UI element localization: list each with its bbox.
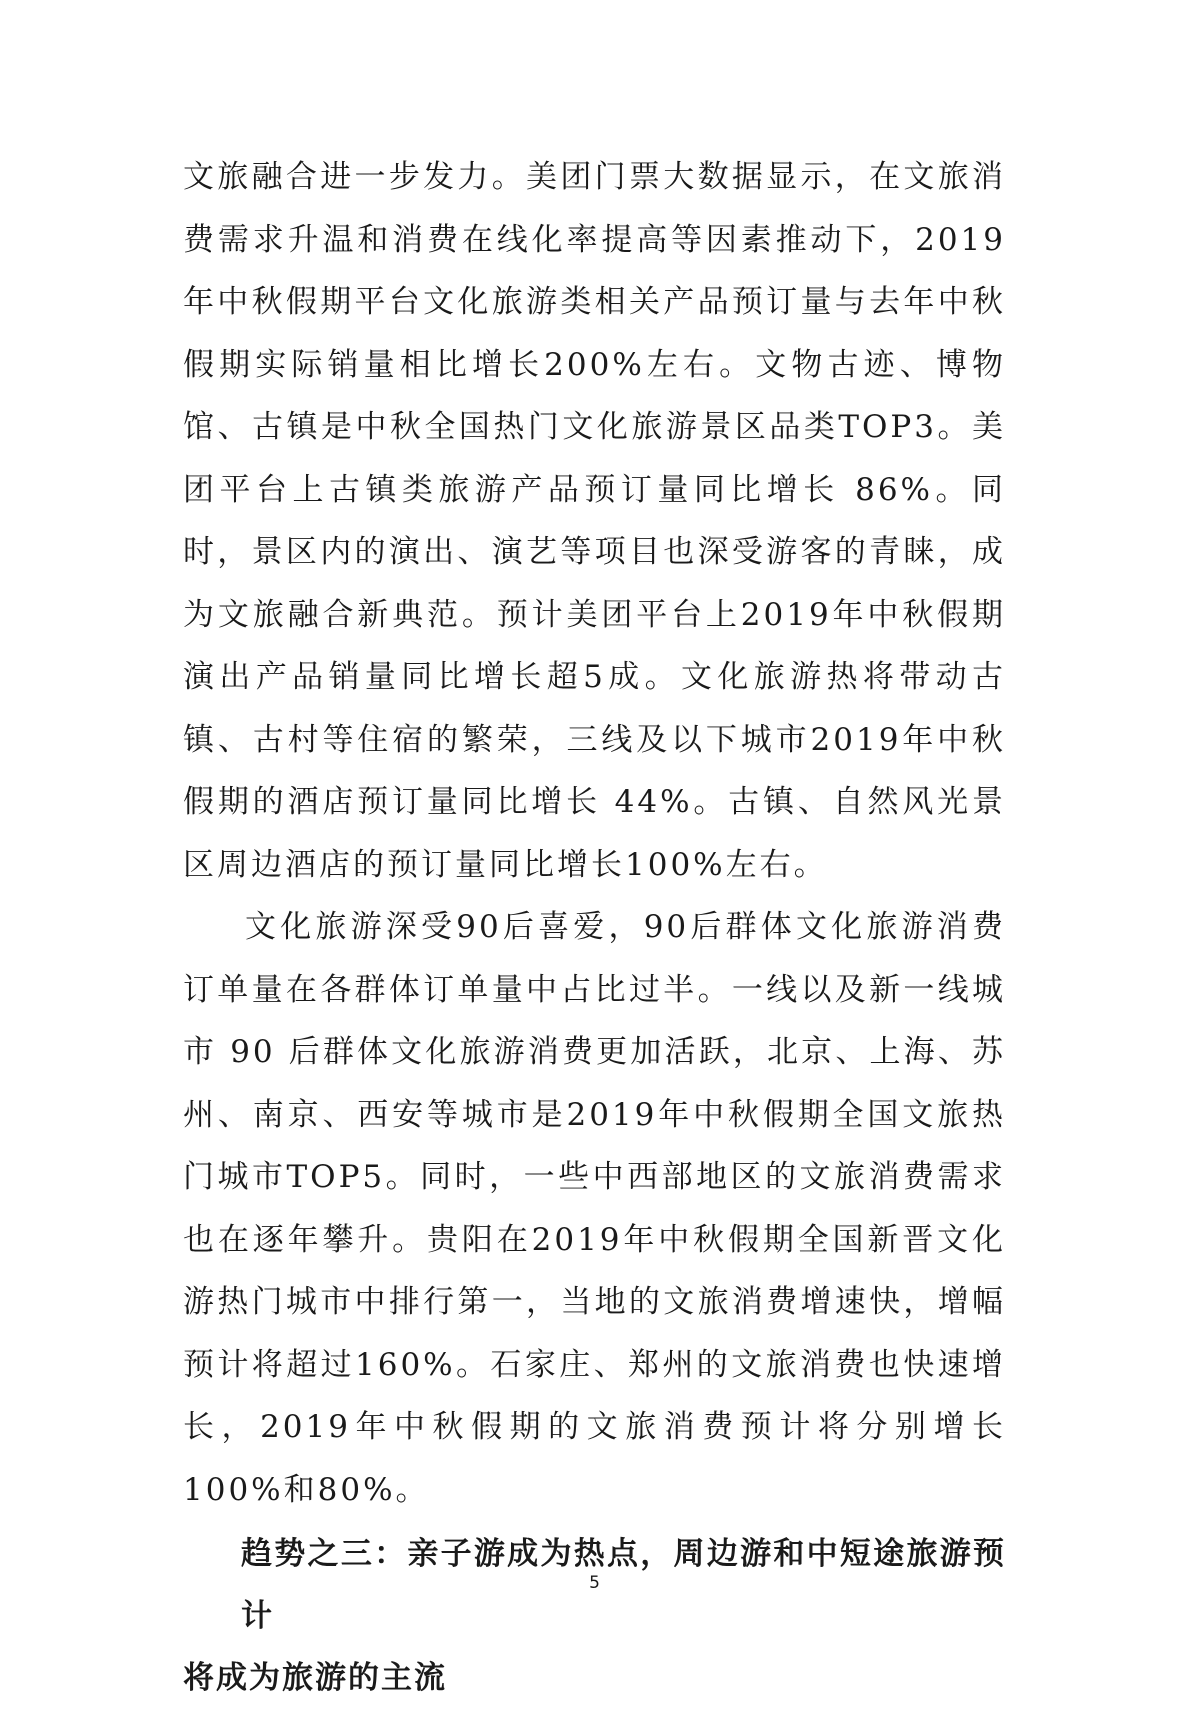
document-body	[183, 146, 1006, 1709]
section-heading-line-1: 趋势之三：亲子游成为热点，周边游和中短途旅游预计	[241, 1536, 1006, 1634]
page-number: 5	[589, 1573, 600, 1593]
section-heading-line-2: 将成为旅游的主流	[183, 1660, 447, 1696]
section-heading-trend-three	[183, 1523, 1006, 1709]
paragraph-post90s-tourism: 文化旅游深受90后喜爱，90后群体文化旅游消费订单量在各群体订单量中占比过半。一线以及新一线城市 90 后群体文化旅游消费更加活跃，北京、上海、苏州、南京、西安等城市是2019年中秋假期全国文旅热门城市TOP5。同时，一些中西部地区的文旅消费需求也在逐年攀升。贵阳在2019年中秋假期全国新晋文化游热门城市中排行第一，当地的文旅消费增速快，增幅预计将超过160%。石家庄、郑州的文旅消费也快速增长，2019年中秋假期的文旅消费预计将分别增长100%和80%。	[183, 909, 1006, 1508]
paragraph-cultural-tourism-fusion: 文旅融合进一步发力。美团门票大数据显示，在文旅消费需求升温和消费在线化率提高等因素推动下，2019年中秋假期平台文化旅游类相关产品预订量与去年中秋假期实际销量相比增长200%左右。文物古迹、博物馆、古镇是中秋全国热门文化旅游景区品类TOP3。美团平台上古镇类旅游产品预订量同比增长 86%。同时，景区内的演出、演艺等项目也深受游客的青睐，成为文旅融合新典范。预计美团平台上2019年中秋假期演出产品销量同比增长超5成。文化旅游热将带动古镇、古村等住宿的繁荣，三线及以下城市2019年中秋假期的酒店预订量同比增长 44%。古镇、自然风光景区周边酒店的预订量同比增长100%左右。	[183, 159, 1006, 883]
